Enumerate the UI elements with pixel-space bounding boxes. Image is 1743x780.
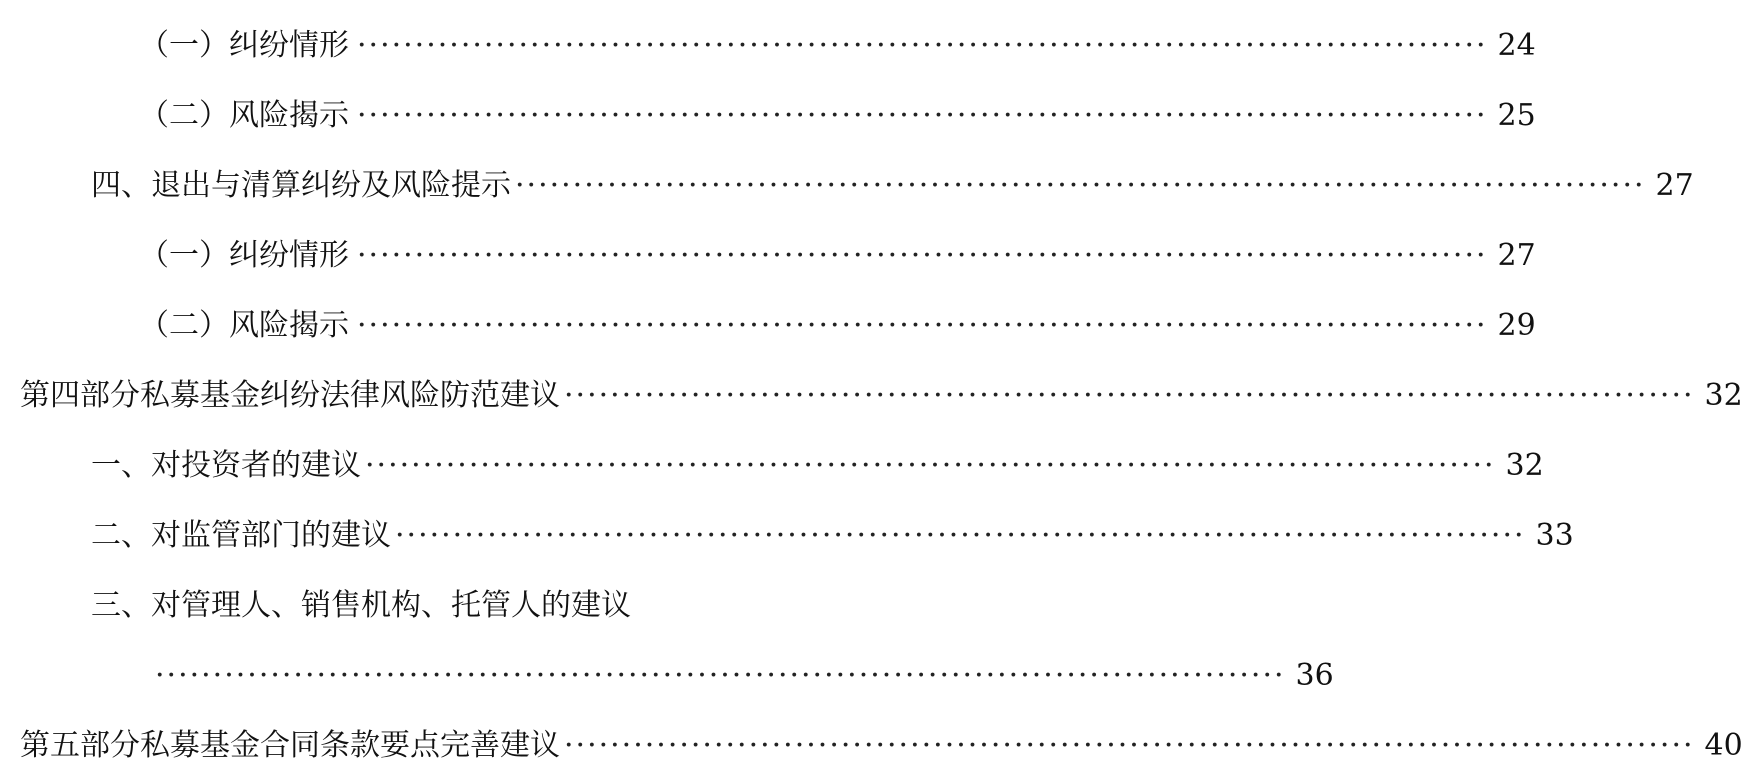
dot-leader: ·································································································· (357, 28, 1488, 63)
toc-page-number: 36 (1295, 658, 1334, 693)
toc-page-number: 25 (1497, 98, 1536, 133)
toc-entry-disputes-1[interactable] (0, 24, 1536, 68)
toc-page-number: 27 (1655, 168, 1694, 203)
toc-entry-part-label: 第四部分 (20, 378, 140, 413)
toc-page-number: 33 (1535, 518, 1574, 553)
toc-page-number: 27 (1497, 238, 1536, 273)
dot-leader: ·································································································· (357, 308, 1488, 343)
toc-page-number: 40 (1704, 728, 1743, 763)
dot-leader: ·································································································· (564, 378, 1695, 413)
dot-leader: ·································································································· (564, 728, 1695, 763)
toc-page-number: 24 (1497, 28, 1536, 63)
toc-entry-disputes-2[interactable] (0, 234, 1536, 278)
toc-entry-part-5[interactable] (0, 724, 1743, 768)
dot-leader: ·································································································· (365, 448, 1496, 483)
toc-entry-title: （二）风险揭示 (139, 98, 349, 133)
toc-entry-section-4[interactable] (0, 164, 1694, 208)
toc-entry-regulators[interactable] (0, 514, 1574, 558)
toc-entry-risk-2[interactable] (0, 304, 1536, 348)
toc-entry-title: 四、退出与清算纠纷及风险提示 (91, 168, 511, 203)
toc-entry-title: （一）纠纷情形 (139, 28, 349, 63)
dot-leader: ·································································································· (515, 168, 1646, 203)
toc-page-number: 29 (1497, 308, 1536, 343)
toc-entry-risk-1[interactable] (0, 94, 1536, 138)
toc-entry-title: （一）纠纷情形 (139, 238, 349, 273)
toc-entry-title: （二）风险揭示 (139, 308, 349, 343)
toc-entry-managers-continued[interactable] (0, 654, 1334, 698)
toc-entry-title: 私募基金合同条款要点完善建议 (140, 728, 560, 763)
toc-entry-part-label: 第五部分 (20, 728, 140, 763)
toc-entry-title: 二、对监管部门的建议 (91, 518, 391, 553)
dot-leader: ·································································································· (357, 238, 1488, 273)
dot-leader: ·································································································· (155, 658, 1286, 693)
toc-entry-part-4[interactable] (0, 374, 1743, 418)
dot-leader: ·································································································· (357, 98, 1488, 133)
toc-entry-title: 私募基金纠纷法律风险防范建议 (140, 378, 560, 413)
toc-entry-managers[interactable] (0, 584, 787, 628)
toc-entry-title: 三、对管理人、销售机构、托管人的建议 (91, 588, 631, 623)
toc-entry-investors[interactable] (0, 444, 1544, 488)
toc-page-number: 32 (1704, 378, 1743, 413)
toc-entry-title: 一、对投资者的建议 (91, 448, 361, 483)
toc-page-number: 32 (1505, 448, 1544, 483)
dot-leader: ·································································································· (395, 518, 1526, 553)
